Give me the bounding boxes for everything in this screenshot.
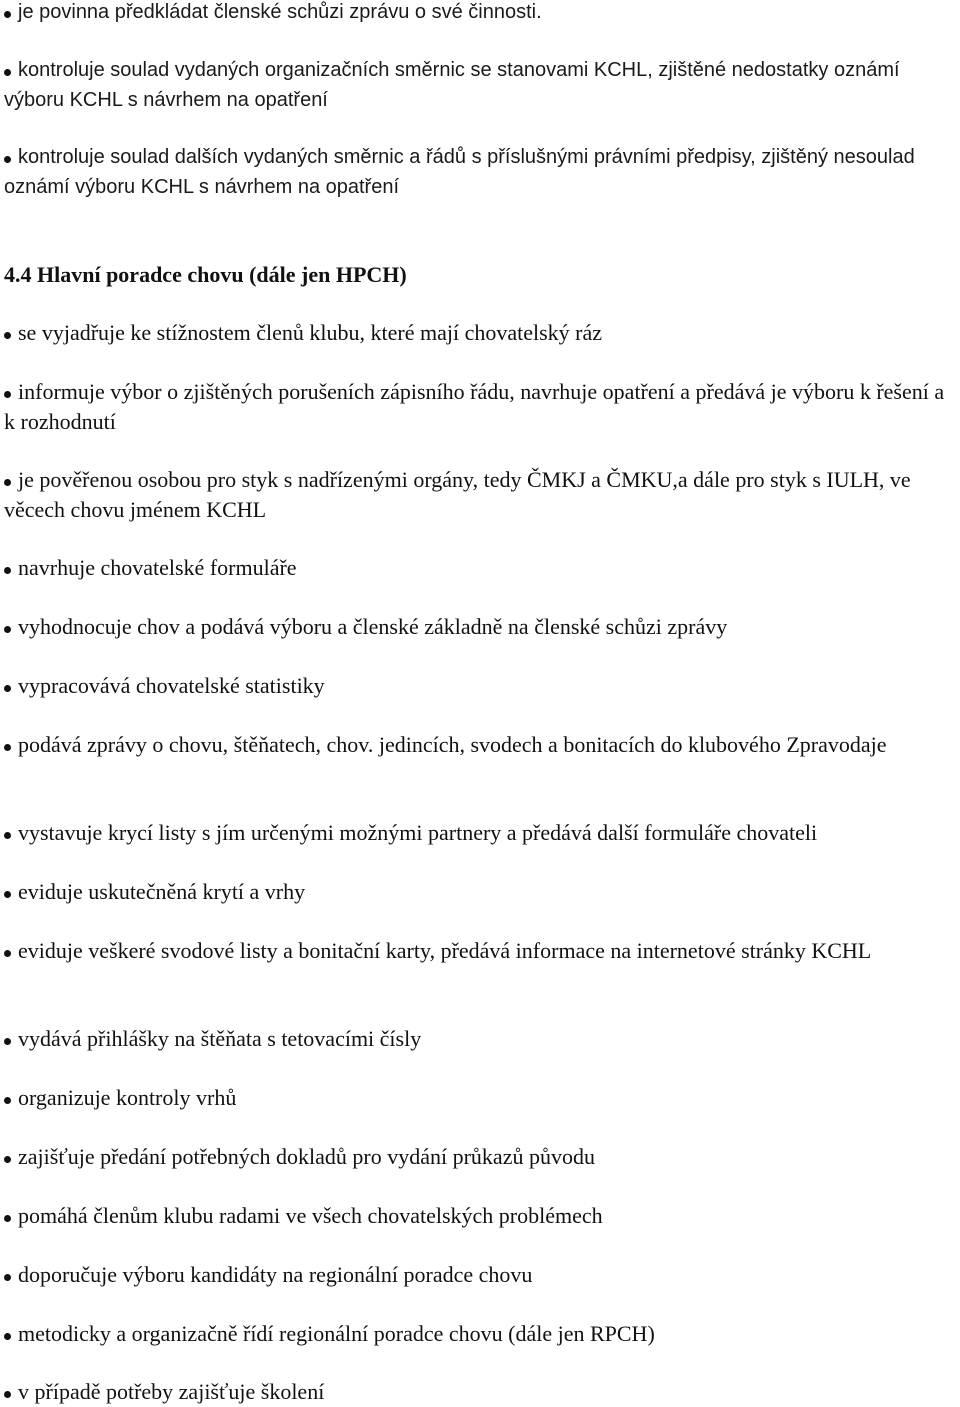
- list-item: [4, 465, 956, 525]
- section-heading: 4.4 Hlavní poradce chovu (dále jen HPCH): [4, 262, 407, 287]
- bullet-icon: [4, 626, 11, 633]
- list-item: [4, 612, 956, 642]
- bullet-icon: [4, 567, 11, 574]
- bullet-icon: [4, 479, 11, 486]
- list-item-text: eviduje veškeré svodové listy a bonitační karty, předává informace na internetové stránky KCHL: [18, 938, 872, 963]
- bullet-icon: [4, 950, 11, 957]
- list-item: [4, 142, 956, 202]
- list-item: [4, 377, 956, 437]
- list-item: [4, 877, 956, 907]
- list-item: [4, 936, 956, 966]
- bullet-icon: [4, 1156, 11, 1163]
- bullet-icon: [4, 11, 11, 18]
- bullet-icon: [4, 1038, 11, 1045]
- bullet-icon: [4, 1274, 11, 1281]
- bullet-icon: [4, 1215, 11, 1222]
- list-item: [4, 1024, 956, 1054]
- list-item: [4, 730, 956, 760]
- list-item-text: organizuje kontroly vrhů: [18, 1085, 237, 1110]
- list-item: [4, 671, 956, 701]
- list-item: [4, 1201, 956, 1231]
- list-item: [4, 1142, 956, 1172]
- list-item: [4, 1083, 956, 1113]
- list-item-text: vydává přihlášky na štěňata s tetovacími čísly: [18, 1026, 422, 1051]
- list-item-text: vystavuje krycí listy s jím určenými možnými partnery a předává další formuláře chovateli: [18, 820, 818, 845]
- list-item: [4, 55, 956, 115]
- list-item-text: podává zprávy o chovu, štěňatech, chov. jedincích, svodech a bonitacích do klubového Zpravodaje: [18, 732, 887, 757]
- list-item-text: navrhuje chovatelské formuláře: [18, 555, 297, 580]
- list-item-text: eviduje uskutečněná krytí a vrhy: [18, 879, 306, 904]
- list-item-text: zajišťuje předání potřebných dokladů pro vydání průkazů původu: [18, 1144, 595, 1169]
- bullet-icon: [4, 685, 11, 692]
- bullet-icon: [4, 332, 11, 339]
- bullet-icon: [4, 891, 11, 898]
- list-item-text: informuje výbor o zjištěných porušeních zápisního řádu, navrhuje opatření a předává je výboru k řešení a k rozhodnutí: [4, 379, 945, 434]
- list-item: [4, 818, 956, 848]
- list-item-text: se vyjadřuje ke stížnostem členů klubu, které mají chovatelský ráz: [18, 320, 603, 345]
- bullet-icon: [4, 391, 11, 398]
- list-item-text: metodicky a organizačně řídí regionální poradce chovu (dále jen RPCH): [18, 1321, 655, 1346]
- list-item: [4, 1260, 956, 1290]
- bullet-icon: [4, 69, 11, 76]
- bullet-icon: [4, 156, 11, 163]
- list-item-text: je pověřenou osobou pro styk s nadřízenými orgány, tedy ČMKJ a ČMKU,a dále pro styk s IULH, ve věcech chovu jménem KCHL: [4, 467, 911, 522]
- list-item-text: kontroluje soulad vydaných organizačních směrnic se stanovami KCHL, zjištěné nedostatky oznámí výboru KCHL s návrhem na opatření: [4, 59, 900, 111]
- bullet-icon: [4, 832, 11, 839]
- list-item: [4, 318, 956, 348]
- list-item-text: kontroluje soulad dalších vydaných směrnic a řádů s příslušnými právními předpisy, zjištěný nesoulad oznámí výboru KCHL s návrhem na opatření: [4, 146, 915, 198]
- bullet-icon: [4, 744, 11, 751]
- list-item: [4, 553, 956, 583]
- bullet-icon: [4, 1097, 11, 1104]
- list-item-text: doporučuje výboru kandidáty na regionální poradce chovu: [18, 1262, 533, 1287]
- list-item: [4, 0, 956, 27]
- list-item-text: vyhodnocuje chov a podává výboru a členské základně na členské schůzi zprávy: [18, 614, 728, 639]
- list-item-text: pomáhá členům klubu radami ve všech chovatelských problémech: [18, 1203, 603, 1228]
- bullet-icon: [4, 1333, 11, 1340]
- list-item: [4, 1377, 956, 1407]
- list-item-text: vypracovává chovatelské statistiky: [18, 673, 325, 698]
- list-item-text: v případě potřeby zajišťuje školení: [18, 1379, 325, 1404]
- bullet-icon: [4, 1391, 11, 1398]
- list-item-text: je povinna předkládat členské schůzi zprávu o své činnosti.: [18, 1, 542, 23]
- list-item: [4, 1319, 956, 1349]
